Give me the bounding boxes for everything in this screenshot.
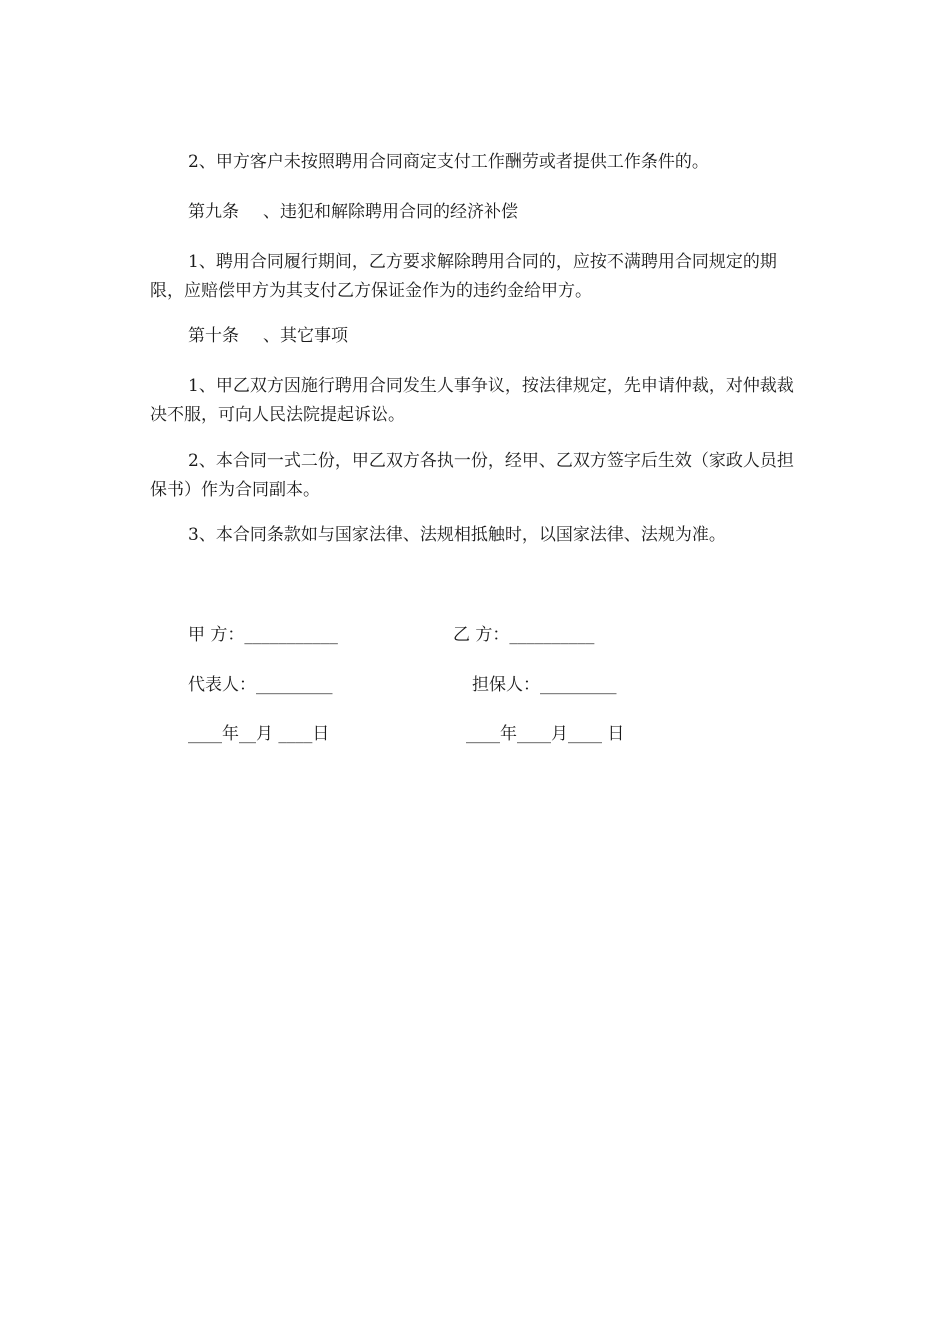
guarantor-signature-line: 担保人：_________	[472, 675, 617, 695]
article9-heading	[150, 198, 800, 227]
article10-number: 第十条	[188, 326, 239, 346]
article10-title: 、其它事项	[263, 326, 348, 346]
article10-heading	[150, 322, 800, 351]
article9-title: 、违犯和解除聘用合同的经济补偿	[263, 202, 518, 222]
article10-item3: 3、本合同条款如与国家法律、法规相抵触时，以国家法律、法规为准。	[188, 525, 726, 545]
article9-item1: 1、聘用合同履行期间，乙方要求解除聘用合同的，应按不满聘用合同规定的期限，应赔偿甲方为其支付乙方保证金作为的违约金给甲方。	[150, 252, 777, 301]
date-line-right: ____年____月____ 日	[466, 724, 625, 744]
representative-signature-line: 代表人：_________	[188, 675, 333, 695]
article9-number: 第九条	[188, 202, 239, 222]
party-a-signature-line: 甲 方：___________	[188, 625, 338, 645]
article10-item1: 1、甲乙双方因施行聘用合同发生人事争议，按法律规定，先申请仲裁，对仲裁裁决不服，可向人民法院提起诉讼。	[150, 376, 794, 425]
date-line-left: ____年__月 ____日	[188, 724, 330, 744]
party-b-signature-line: 乙 方：__________	[453, 625, 595, 645]
article10-item2: 2、本合同一式二份，甲乙双方各执一份，经甲、乙双方签字后生效（家政人员担保书）作为合同副本。	[150, 451, 794, 500]
article8-item2: 2、甲方客户未按照聘用合同商定支付工作酬劳或者提供工作条件的。	[188, 152, 709, 172]
